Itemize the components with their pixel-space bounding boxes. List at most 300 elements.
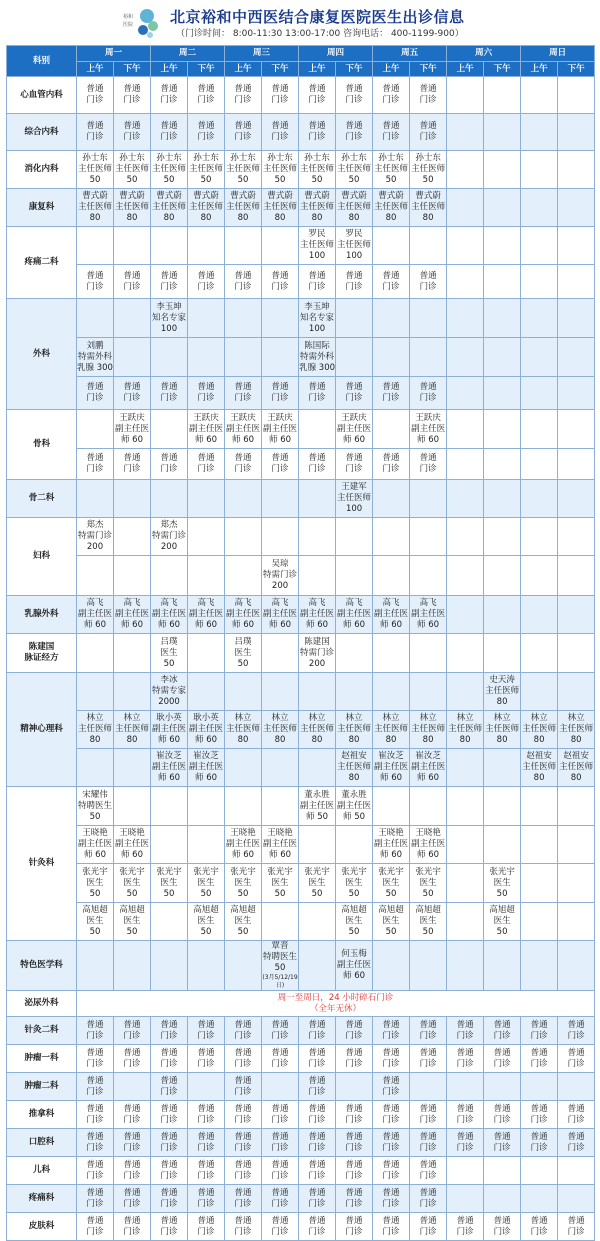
schedule-cell: 王跃庆 副主任医 师 60 [262,410,299,449]
schedule-cell: 普通 门诊 [225,377,262,410]
schedule-cell: 普通 门诊 [262,265,299,299]
schedule-cell [225,749,262,787]
schedule-cell [410,227,447,265]
schedule-cell: 王建军 主任医师 100 [336,480,373,518]
schedule-cell [336,518,373,556]
schedule-cell: 王跃庆 副主任医 师 60 [225,410,262,449]
schedule-cell [114,556,151,596]
schedule-cell [151,826,188,864]
schedule-cell [558,299,595,338]
schedule-cell: 普通 门诊 [262,1157,299,1185]
schedule-cell [484,189,521,227]
schedule-cell [262,634,299,673]
schedule-cell [373,480,410,518]
schedule-cell: 孙士东 主任医师 50 [373,151,410,189]
schedule-cell [188,787,225,826]
schedule-cell [151,227,188,265]
schedule-cell: 普通 门诊 [410,77,447,114]
schedule-cell: 普通 门诊 [336,1129,373,1157]
schedule-cell: 普通 门诊 [373,1101,410,1129]
department-name: 针灸科 [7,787,77,941]
schedule-cell: 王晓艳 副主任医 师 60 [114,826,151,864]
schedule-cell: 普通 门诊 [484,1101,521,1129]
schedule-cell [484,410,521,449]
schedule-cell [299,826,336,864]
department-name: 肿瘤二科 [7,1073,77,1101]
schedule-cell [447,227,484,265]
schedule-cell [151,941,188,991]
schedule-cell: 张光宇 医生 50 [114,864,151,903]
schedule-cell [262,227,299,265]
schedule-row [7,749,595,787]
schedule-cell: 普通 门诊 [151,449,188,480]
schedule-cell: 普通 门诊 [484,1129,521,1157]
schedule-cell: 王晓艳 副主任医 师 60 [77,826,114,864]
schedule-cell [558,903,595,941]
schedule-cell: 普通 门诊 [262,449,299,480]
schedule-cell: 曹式蔚 主任医师 80 [336,189,373,227]
schedule-cell: 高旭超 医生 50 [484,903,521,941]
schedule-cell: 普通 门诊 [558,1017,595,1045]
schedule-cell: 林立 主任医师 80 [77,711,114,749]
half-day-header-am: 上午 [299,62,336,77]
schedule-cell: 普通 门诊 [299,114,336,151]
schedule-cell [558,673,595,711]
schedule-cell: 张光宇 医生 50 [336,864,373,903]
schedule-cell [151,480,188,518]
schedule-cell [299,480,336,518]
schedule-cell: 普通 门诊 [336,377,373,410]
schedule-row [7,903,595,941]
schedule-cell [410,338,447,377]
schedule-cell [373,518,410,556]
schedule-cell [262,787,299,826]
schedule-cell: 普通 门诊 [114,1101,151,1129]
schedule-cell: 张光宇 医生 50 [151,864,188,903]
schedule-cell: 高旭超 医生 50 [225,903,262,941]
department-name: 肿瘤一科 [7,1045,77,1073]
schedule-cell: 普通 门诊 [336,1017,373,1045]
schedule-cell: 普通 门诊 [484,1213,521,1241]
schedule-cell: 吕璞 医生 50 [151,634,188,673]
schedule-cell: 普通 门诊 [151,1073,188,1101]
schedule-cell: 普通 门诊 [188,1157,225,1185]
schedule-cell [410,673,447,711]
schedule-cell: 普通 门诊 [262,77,299,114]
schedule-cell [558,1157,595,1185]
schedule-cell: 普通 门诊 [114,449,151,480]
schedule-cell: 普通 门诊 [188,1101,225,1129]
clinic-hours: （门诊时间： 8:00-11:30 13:00-17:00 咨询电话： 400-1199-900） [176,29,464,39]
schedule-cell: 普通 门诊 [299,265,336,299]
schedule-cell [188,941,225,991]
schedule-cell [558,1185,595,1213]
schedule-cell: 普通 门诊 [114,1185,151,1213]
department-name: 针灸二科 [7,1017,77,1045]
schedule-cell: 普通 门诊 [225,1129,262,1157]
schedule-cell: 普通 门诊 [114,1045,151,1073]
schedule-cell: 普通 门诊 [188,1045,225,1073]
schedule-cell [447,864,484,903]
schedule-cell: 吕璞 医生 50 [225,634,262,673]
schedule-cell: 普通 门诊 [336,449,373,480]
schedule-cell: 曹式蔚 主任医师 80 [410,189,447,227]
schedule-cell [225,518,262,556]
schedule-cell [114,1073,151,1101]
schedule-cell: 孙士东 主任医师 50 [114,151,151,189]
schedule-cell [447,826,484,864]
schedule-cell: 普通 门诊 [336,1045,373,1073]
schedule-row [7,338,595,377]
department-name: 陈建国 脉证经方 [7,634,77,673]
schedule-cell [336,634,373,673]
schedule-cell [447,410,484,449]
schedule-cell: 耿小英 副主任医 师 60 [151,711,188,749]
schedule-cell: 王晓艳 副主任医 师 60 [373,826,410,864]
schedule-cell: 普通 门诊 [373,1129,410,1157]
schedule-cell [521,77,558,114]
schedule-cell: 高飞 副主任医 师 60 [299,596,336,634]
half-day-header-am: 上午 [521,62,558,77]
schedule-cell: 曹式蔚 主任医师 80 [188,189,225,227]
schedule-cell: 普通 门诊 [336,265,373,299]
schedule-cell [114,299,151,338]
schedule-cell: 王跃庆 副主任医 师 60 [410,410,447,449]
schedule-cell [558,1073,595,1101]
department-name: 骨科 [7,410,77,480]
schedule-cell [447,903,484,941]
half-day-header-pm: 下午 [188,62,225,77]
schedule-cell: 曹式蔚 主任医师 80 [77,189,114,227]
schedule-cell: 林立 主任医师 80 [225,711,262,749]
schedule-cell: 普通 门诊 [188,449,225,480]
schedule-cell [373,227,410,265]
schedule-cell [484,518,521,556]
schedule-cell: 普通 门诊 [410,1129,447,1157]
schedule-cell: 普通 门诊 [114,77,151,114]
schedule-cell: 普通 门诊 [558,1213,595,1241]
schedule-cell [484,338,521,377]
schedule-cell: 普通 门诊 [410,1213,447,1241]
schedule-cell: 高旭超 医生 50 [373,903,410,941]
schedule-cell [521,299,558,338]
schedule-cell: 罗民 主任医师 100 [299,227,336,265]
schedule-row [7,1101,595,1129]
schedule-cell: 孙士东 主任医师 50 [77,151,114,189]
schedule-table [6,45,595,1241]
schedule-cell: 普通 门诊 [151,1101,188,1129]
schedule-cell [521,114,558,151]
schedule-cell [558,151,595,189]
special-note: 周一至周日，24 小时碎石门诊 （全年无休） [77,991,595,1017]
schedule-cell [558,634,595,673]
schedule-cell [558,265,595,299]
schedule-cell [484,749,521,787]
schedule-cell [336,338,373,377]
department-name: 口腔科 [7,1129,77,1157]
schedule-cell: 普通 门诊 [262,1129,299,1157]
schedule-cell: 曹式蔚 主任医师 80 [151,189,188,227]
schedule-cell: 张光宇 医生 50 [262,864,299,903]
schedule-cell: 崔汝芝 副主任医 师 60 [373,749,410,787]
schedule-cell: 普通 门诊 [151,1129,188,1157]
page-title: 北京裕和中西医结合康复医院医生出诊信息 [170,8,465,26]
schedule-cell [373,338,410,377]
department-name: 骨二科 [7,480,77,518]
schedule-cell: 普通 门诊 [336,1185,373,1213]
schedule-cell: 普通 门诊 [410,449,447,480]
schedule-cell [373,299,410,338]
schedule-cell: 普通 门诊 [225,1157,262,1185]
schedule-cell [77,673,114,711]
schedule-cell: 林立 主任医师 80 [114,711,151,749]
schedule-cell [225,556,262,596]
department-name: 泌尿外科 [7,991,77,1017]
schedule-row [7,410,595,449]
schedule-cell: 普通 门诊 [262,1185,299,1213]
schedule-cell: 普通 门诊 [225,1101,262,1129]
schedule-cell: 普通 门诊 [77,265,114,299]
schedule-cell: 刘鹏 特需外科 乳腺 300 [77,338,114,377]
schedule-cell [114,634,151,673]
schedule-cell [410,518,447,556]
schedule-cell [188,299,225,338]
schedule-cell: 张光宇 医生 50 [484,864,521,903]
schedule-cell: 林立 主任医师 80 [336,711,373,749]
half-day-header-am: 上午 [77,62,114,77]
schedule-cell [558,826,595,864]
schedule-cell: 李玉坤 知名专家 100 [151,299,188,338]
schedule-cell [225,299,262,338]
department-name: 消化内科 [7,151,77,189]
schedule-cell: 普通 门诊 [521,1101,558,1129]
schedule-cell [262,338,299,377]
schedule-cell: 普通 门诊 [521,1045,558,1073]
svg-text:医院: 医院 [123,22,134,28]
schedule-cell [484,941,521,991]
department-name: 心血管内科 [7,77,77,114]
schedule-cell [558,480,595,518]
schedule-cell [558,787,595,826]
department-name: 精神心理科 [7,673,77,787]
schedule-cell: 普通 门诊 [336,1157,373,1185]
schedule-cell [373,556,410,596]
schedule-row [7,77,595,114]
schedule-cell: 普通 门诊 [151,114,188,151]
day-header-tue: 周二 [151,46,225,62]
schedule-cell [336,556,373,596]
schedule-cell: 普通 门诊 [521,1213,558,1241]
half-day-header-am: 上午 [225,62,262,77]
schedule-cell: 高飞 副主任医 师 60 [225,596,262,634]
schedule-cell: 张光宇 医生 50 [188,864,225,903]
schedule-cell: 普通 门诊 [151,1213,188,1241]
schedule-cell [188,227,225,265]
schedule-cell: 普通 门诊 [484,1045,521,1073]
schedule-cell [484,449,521,480]
schedule-cell: 普通 门诊 [299,1129,336,1157]
schedule-cell [521,265,558,299]
schedule-cell [447,634,484,673]
schedule-cell: 普通 门诊 [77,1213,114,1241]
schedule-cell: 张光宇 医生 50 [225,864,262,903]
schedule-cell: 高旭超 医生 50 [114,903,151,941]
schedule-cell: 普通 门诊 [336,1101,373,1129]
schedule-cell [299,749,336,787]
schedule-cell: 耿小英 副主任医 师 60 [188,711,225,749]
schedule-cell: 普通 门诊 [77,377,114,410]
schedule-row [7,864,595,903]
schedule-row [7,673,595,711]
schedule-cell: 普通 门诊 [558,1129,595,1157]
schedule-cell [558,864,595,903]
schedule-cell [558,227,595,265]
schedule-cell: 普通 门诊 [77,1017,114,1045]
schedule-cell: 高飞 副主任医 师 60 [77,596,114,634]
schedule-cell [188,480,225,518]
schedule-cell [521,1185,558,1213]
schedule-cell: 普通 门诊 [299,1185,336,1213]
day-header-wed: 周三 [225,46,299,62]
schedule-row [7,1129,595,1157]
schedule-cell: 普通 门诊 [410,1045,447,1073]
schedule-cell: 王跃庆 副主任医 师 60 [336,410,373,449]
schedule-cell [521,227,558,265]
schedule-cell: 普通 门诊 [410,265,447,299]
schedule-cell [447,1157,484,1185]
schedule-row [7,596,595,634]
schedule-cell: 普通 门诊 [336,77,373,114]
schedule-cell [484,377,521,410]
schedule-row [7,227,595,265]
schedule-cell: 林立 主任医师 80 [262,711,299,749]
schedule-cell: 普通 门诊 [299,1045,336,1073]
schedule-cell: 普通 门诊 [77,449,114,480]
schedule-cell: 普通 门诊 [225,1045,262,1073]
schedule-cell [225,673,262,711]
schedule-cell [225,338,262,377]
schedule-cell [114,227,151,265]
schedule-cell: 林立 主任医师 80 [410,711,447,749]
schedule-cell: 普通 门诊 [484,1017,521,1045]
schedule-cell: 普通 门诊 [373,265,410,299]
half-day-header-pm: 下午 [114,62,151,77]
schedule-row [7,1017,595,1045]
schedule-cell: 普通 门诊 [447,1045,484,1073]
schedule-cell: 普通 门诊 [225,1017,262,1045]
schedule-cell [77,556,114,596]
department-name: 康复科 [7,189,77,227]
schedule-cell: 普通 门诊 [410,1185,447,1213]
schedule-cell [114,941,151,991]
schedule-cell [521,826,558,864]
schedule-cell: 赵祖安 主任医师 80 [558,749,595,787]
schedule-cell: 孙士东 主任医师 50 [410,151,447,189]
schedule-cell [447,189,484,227]
schedule-cell: 普通 门诊 [299,1157,336,1185]
schedule-cell [484,826,521,864]
schedule-cell [447,1073,484,1101]
schedule-cell [188,518,225,556]
schedule-cell [484,634,521,673]
schedule-cell [447,1185,484,1213]
department-name: 儿科 [7,1157,77,1185]
schedule-cell [484,1185,521,1213]
schedule-cell: 普通 门诊 [410,114,447,151]
schedule-cell [558,410,595,449]
schedule-cell [114,787,151,826]
schedule-cell [262,1073,299,1101]
schedule-cell [447,480,484,518]
schedule-row [7,189,595,227]
schedule-cell [373,787,410,826]
schedule-cell [299,410,336,449]
schedule-cell: 王晓艳 副主任医 师 60 [262,826,299,864]
schedule-cell: 普通 门诊 [151,265,188,299]
schedule-cell-text: 覃晋 特聘医生 50 [263,941,298,973]
schedule-cell: 普通 门诊 [410,1157,447,1185]
schedule-cell [484,596,521,634]
svg-text:裕和: 裕和 [123,14,134,20]
schedule-cell [484,556,521,596]
schedule-row [7,556,595,596]
schedule-cell: 普通 门诊 [188,265,225,299]
schedule-row [7,634,595,673]
schedule-cell: 张光宇 医生 50 [299,864,336,903]
schedule-cell [151,556,188,596]
schedule-cell: 普通 门诊 [299,1073,336,1101]
schedule-cell: 曹式蔚 主任医师 80 [373,189,410,227]
schedule-cell [299,673,336,711]
schedule-row [7,299,595,338]
schedule-cell: 崔汝芝 副主任医 师 60 [188,749,225,787]
schedule-cell [521,903,558,941]
schedule-cell: 普通 门诊 [262,1101,299,1129]
schedule-cell: 普通 门诊 [77,1185,114,1213]
schedule-cell [262,480,299,518]
schedule-cell [484,480,521,518]
department-name: 综合内科 [7,114,77,151]
schedule-cell: 高旭超 医生 50 [410,903,447,941]
schedule-cell: 王跃庆 副主任医 师 60 [188,410,225,449]
schedule-cell: 普通 门诊 [188,1017,225,1045]
schedule-cell: 普通 门诊 [262,114,299,151]
schedule-cell: 曹式蔚 主任医师 80 [114,189,151,227]
schedule-cell: 高飞 副主任医 师 60 [262,596,299,634]
schedule-cell [336,1073,373,1101]
schedule-cell [410,787,447,826]
schedule-cell [558,941,595,991]
schedule-cell [299,941,336,991]
schedule-cell [521,410,558,449]
schedule-cell [336,299,373,338]
schedule-cell [521,673,558,711]
half-day-header-am: 上午 [373,62,410,77]
schedule-cell: 普通 门诊 [373,1213,410,1241]
schedule-cell: 林立 主任医师 80 [521,711,558,749]
schedule-cell [521,189,558,227]
schedule-cell [336,673,373,711]
schedule-cell: 普通 门诊 [373,1073,410,1101]
schedule-cell: 高旭超 医生 50 [188,903,225,941]
schedule-row [7,114,595,151]
schedule-cell [521,518,558,556]
schedule-cell [410,556,447,596]
schedule-cell: 普通 门诊 [114,1017,151,1045]
schedule-cell: 林立 主任医师 80 [558,711,595,749]
schedule-cell [262,518,299,556]
schedule-cell: 普通 门诊 [151,377,188,410]
